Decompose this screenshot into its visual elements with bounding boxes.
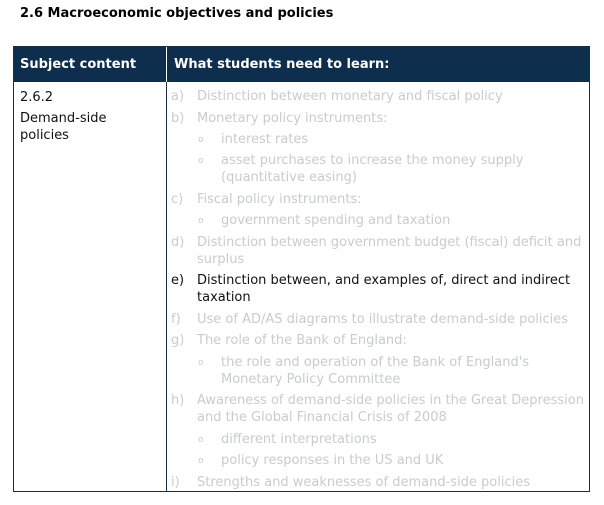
- content-table: [13, 46, 590, 492]
- table-header: [14, 47, 589, 82]
- item-label: g): [171, 333, 185, 348]
- header-divider: [166, 47, 167, 82]
- what-students-learn-header: What students need to learn:: [174, 57, 390, 72]
- item-label: b): [171, 111, 185, 126]
- item-text: the role and operation of the Bank of England's Monetary Policy Committee: [221, 355, 530, 387]
- item-text: Distinction between government budget (fiscal) deficit and surplus: [197, 235, 582, 267]
- item-text: Distinction between, and examples of, direct and indirect taxation: [197, 273, 571, 305]
- item-text: Use of AD/AS diagrams to illustrate demand-side policies: [197, 312, 569, 327]
- item-text: asset purchases to increase the money supply (quantitative easing): [221, 153, 524, 185]
- item-text: Strengths and weaknesses of demand-side policies: [197, 475, 530, 490]
- bullet-icon: o: [198, 216, 204, 226]
- item-label: i): [171, 475, 180, 490]
- bullet-icon: o: [198, 156, 204, 166]
- item-text: interest rates: [221, 132, 309, 147]
- bullet-icon: o: [198, 135, 204, 145]
- item-text: Awareness of demand-side policies in the Great Depression and the Global Financial Crisis of 2008: [197, 393, 584, 425]
- item-label: e): [171, 273, 185, 288]
- item-text: The role of the Bank of England:: [197, 333, 407, 348]
- item-label: d): [171, 235, 185, 250]
- item-text: Monetary policy instruments:: [197, 111, 388, 126]
- bullet-icon: o: [198, 435, 204, 445]
- bullet-icon: o: [198, 456, 204, 466]
- item-label: h): [171, 393, 185, 408]
- item-label: a): [171, 89, 185, 104]
- subject-title-cont: policies: [20, 128, 69, 143]
- item-text: government spending and taxation: [221, 213, 451, 228]
- bullet-icon: o: [198, 358, 204, 368]
- subject-cell: [20, 89, 106, 144]
- subject-title: Demand-side: [20, 111, 107, 126]
- item-text: Distinction between monetary and fiscal policy: [197, 89, 503, 104]
- item-text: different interpretations: [221, 432, 377, 447]
- column-divider: [166, 82, 167, 491]
- item-label: c): [171, 192, 184, 207]
- item-text: policy responses in the US and UK: [221, 453, 444, 468]
- subject-code: 2.6.2: [20, 90, 54, 105]
- item-label: f): [171, 312, 181, 327]
- item-text: Fiscal policy instruments:: [197, 192, 362, 207]
- subject-content-header: Subject content: [20, 57, 137, 72]
- section-heading: 2.6 Macroeconomic objectives and policies: [20, 6, 334, 21]
